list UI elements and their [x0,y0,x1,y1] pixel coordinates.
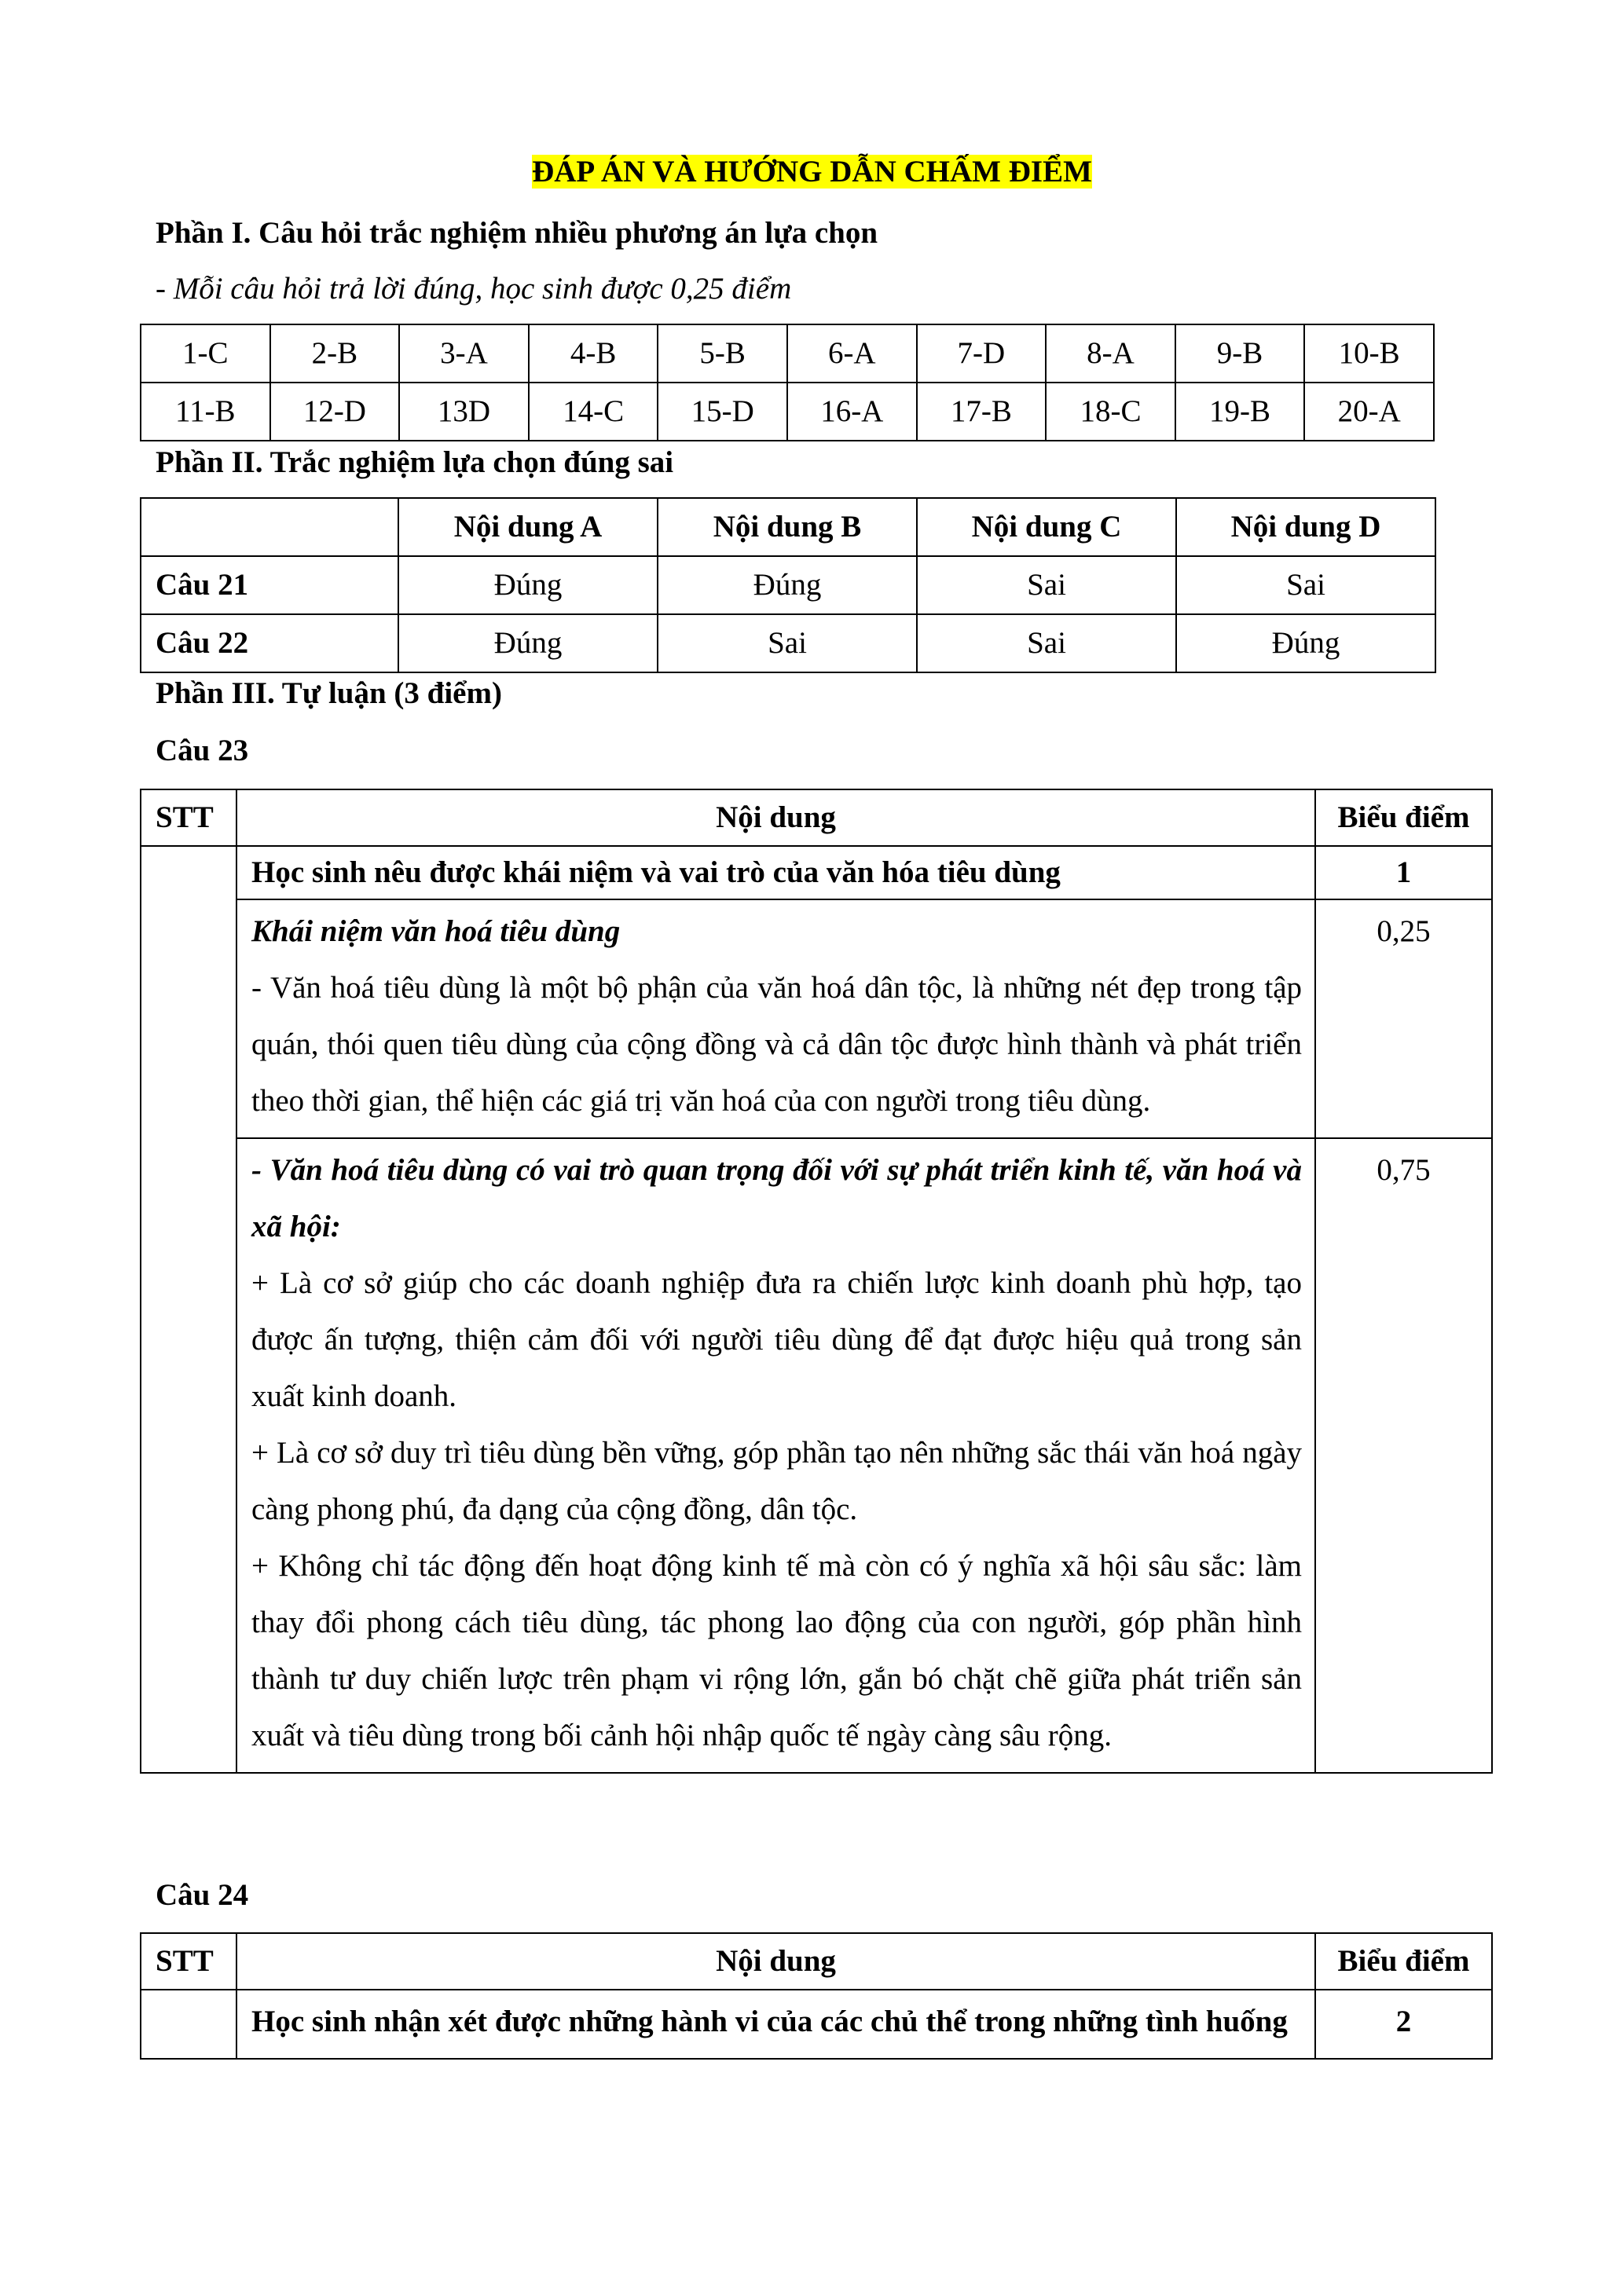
item2-paragraph: + Là cơ sở giúp cho các doanh nghiệp đưa ra chiến lược kinh doanh phù hợp, tạo được ấn tượng, thiện cảm đối với người tiêu dùng để đạt được hiệu quả trong sản xuất kinh doanh. [251,1266,1302,1413]
answer-cell: 11-B [141,383,270,441]
table-row [141,1990,1492,2059]
answer-cell: 19-B [1175,383,1305,441]
question-label: Câu 22 [141,614,398,672]
item2-title: - Văn hoá tiêu dùng có vai trò quan trọng đối với sự phát triển kinh tế, văn hoá và xã hội: [251,1153,1302,1243]
answer-cell: 4-B [529,324,658,383]
answer-cell: 16-A [787,383,917,441]
table-row [141,899,1492,1138]
item2-paragraph: + Là cơ sở duy trì tiêu dùng bền vững, góp phần tạo nên những sắc thái văn hoá ngày càng phong phú, đa dạng của cộng đồng, dân tộc. [251,1436,1302,1526]
main-score: 2 [1315,1990,1492,2059]
answer-cell: 12-D [270,383,400,441]
table-row [141,383,1434,441]
answer-cell: 18-C [1046,383,1175,441]
answer-cell: Sai [917,614,1176,672]
item1-text: - Văn hoá tiêu dùng là một bộ phận của văn hoá dân tộc, là những nét đẹp trong tập quán, thói quen tiêu dùng của cộng đồng và cả dân tộc được hình thành và phát triển theo thời gian, thể hiện các giá trị văn hoá của con người trong tiêu dùng. [251,971,1302,1118]
answer-cell: Đúng [398,556,658,614]
table-row [141,324,1434,383]
question-label: Câu 21 [141,556,398,614]
table-row [141,556,1435,614]
header-cell: Nội dung C [917,498,1176,556]
header-content: Nội dung [236,1933,1315,1990]
answer-cell: 8-A [1046,324,1175,383]
answer-cell: Sai [917,556,1176,614]
part2-true-false-table [140,497,1436,673]
answer-cell: Đúng [658,556,917,614]
q23-label: Câu 23 [156,734,249,767]
item2-content [236,1138,1315,1773]
header-cell [141,498,398,556]
answer-cell: Đúng [398,614,658,672]
answer-cell: 9-B [1175,324,1305,383]
part1-heading: Phần I. Câu hỏi trắc nghiệm nhiều phương án lựa chọn [156,216,878,250]
item2-score: 0,75 [1315,1138,1492,1773]
answer-cell: 20-A [1304,383,1434,441]
answer-cell: 15-D [658,383,787,441]
stt-cell [141,846,236,1773]
table-header-row [141,498,1435,556]
item1-content [236,899,1315,1138]
header-score: Biểu điểm [1315,1933,1492,1990]
part1-note: - Mỗi câu hỏi trả lời đúng, học sinh được 0,25 điểm [156,272,792,306]
answer-cell: 14-C [529,383,658,441]
header-content: Nội dung [236,789,1315,846]
table-header-row [141,789,1492,846]
main-requirement: Học sinh nêu được khái niệm và vai trò của văn hóa tiêu dùng [236,846,1315,899]
header-cell: Nội dung B [658,498,917,556]
item1-title: Khái niệm văn hoá tiêu dùng [251,914,621,948]
answer-cell: Sai [1176,556,1435,614]
answer-cell: 10-B [1304,324,1434,383]
answer-cell: 6-A [787,324,917,383]
answer-cell: 5-B [658,324,787,383]
header-cell: Nội dung D [1176,498,1435,556]
answer-cell: 1-C [141,324,270,383]
table-header-row [141,1933,1492,1990]
q23-table [140,789,1493,1774]
answer-cell: 3-A [399,324,529,383]
q24-table [140,1932,1493,2060]
header-cell: Nội dung A [398,498,658,556]
stt-cell [141,1990,236,2059]
header-score: Biểu điểm [1315,789,1492,846]
answer-cell: 7-D [917,324,1047,383]
document-title: ĐÁP ÁN VÀ HƯỚNG DẪN CHẤM ĐIỂM [532,155,1092,189]
main-score: 1 [1315,846,1492,899]
table-row [141,846,1492,899]
item1-score: 0,25 [1315,899,1492,1138]
part1-answer-table [140,324,1435,441]
answer-cell: Đúng [1176,614,1435,672]
main-requirement: Học sinh nhận xét được những hành vi của các chủ thể trong những tình huống [236,1990,1315,2059]
item2-paragraph: + Không chỉ tác động đến hoạt động kinh tế mà còn có ý nghĩa xã hội sâu sắc: làm thay đổi phong cách tiêu dùng, tác phong lao động của con người, góp phần hình thành tư duy chiến lược trên phạm vi rộng lớn, gắn bó chặt chẽ giữa phát triển sản xuất và tiêu dùng trong bối cảnh hội nhập quốc tế ngày càng sâu rộng. [251,1549,1302,1752]
answer-cell: 2-B [270,324,400,383]
q24-label: Câu 24 [156,1878,249,1912]
header-stt: STT [141,1933,236,1990]
part3-heading: Phần III. Tự luận (3 điểm) [156,676,502,710]
part2-heading: Phần II. Trắc nghiệm lựa chọn đúng sai [156,445,674,479]
header-stt: STT [141,789,236,846]
answer-cell: 13D [399,383,529,441]
table-row [141,1138,1492,1773]
answer-cell: 17-B [917,383,1047,441]
answer-cell: Sai [658,614,917,672]
table-row [141,614,1435,672]
